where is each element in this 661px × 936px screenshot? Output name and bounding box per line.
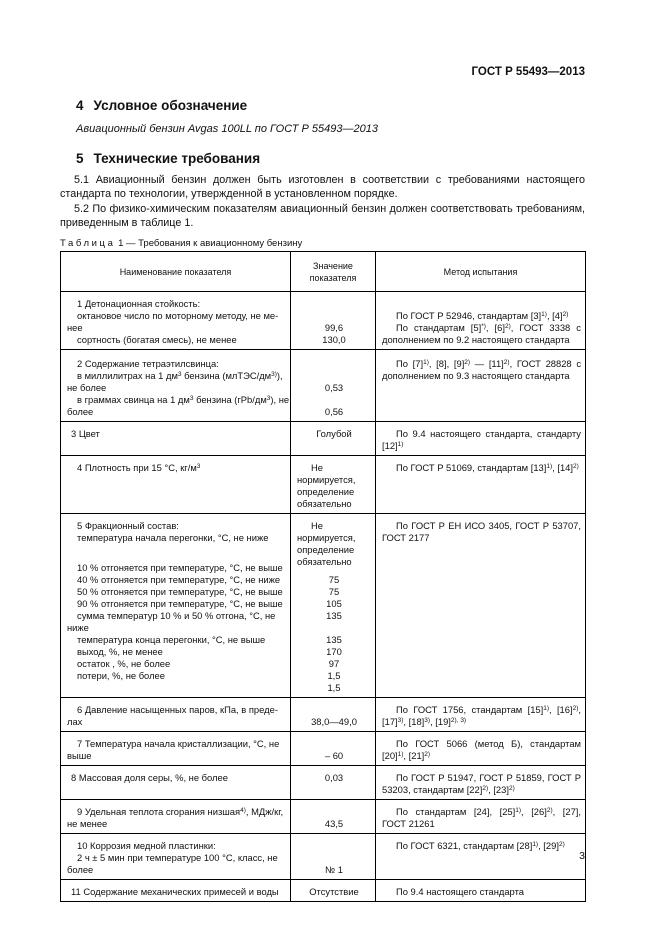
row2-value: 0,53 (324, 382, 344, 393)
row5-item-value: 75 (328, 586, 340, 597)
table-caption-prefix: Таблица (60, 238, 116, 249)
superscript: 3) (271, 371, 277, 378)
row8-method (382, 772, 581, 796)
row5-item-label: выход, %, не менее (77, 646, 163, 657)
footnote-ref: 2), 3) (450, 717, 467, 724)
row9-name-line (67, 806, 286, 818)
footnote-ref: 1) (397, 751, 404, 758)
footnote-ref: 1) (546, 463, 553, 470)
row3-method (382, 428, 581, 452)
row1-value: 99,6 (324, 322, 344, 333)
table-row (61, 834, 586, 880)
row2-name-part: бензина (млТЭС/дм (181, 370, 272, 381)
footnote-ref: 2) (572, 705, 579, 712)
row8-method-part: По ГОСТ Р 51947, ГОСТ Р 51859, ГОСТ Р 53203, стандартам [22] (382, 772, 581, 795)
document-id: ГОСТ Р 55493—2013 (471, 66, 585, 78)
section-5-number: 5 (76, 151, 84, 166)
row5-item-value: 97 (328, 658, 340, 669)
superscript: 3 (266, 395, 271, 402)
header-test-method: Метод испытания (376, 252, 586, 292)
row10-name-line: более (67, 864, 94, 875)
row5-method: По ГОСТ Р ЕН ИСО 3405, ГОСТ Р 53707, ГОСТ 2177 (382, 520, 581, 543)
row5-item-label: ниже (67, 622, 89, 633)
row4-name-part: 4 Плотность при 15 °С, кг/м (77, 462, 197, 473)
footnote-ref: 2) (558, 841, 565, 848)
section-5-title: Технические требования (93, 151, 261, 166)
row5-item-label: остаток , %, не более (77, 658, 171, 669)
row7-name-line: выше (67, 750, 92, 761)
row5-item-value: 135 (326, 610, 342, 621)
row3-name: 3 Цвет (71, 428, 100, 439)
table-header-row (61, 252, 586, 292)
row6-value: 38,0—49,0 (311, 716, 357, 727)
row6-method (382, 704, 581, 728)
page-number: 3 (579, 850, 585, 862)
row1-method-part: , [6] (485, 322, 505, 333)
table-row (61, 350, 586, 422)
row2-method-part: — [11] (470, 358, 504, 369)
row6-method-part: , [17] (382, 704, 581, 727)
paragraph-5-1: 5.1 Авиационный бензин должен быть изготовлен в соответствии с требованиями настоящего стандарта по технологии, утвержденной в установленном порядке. (60, 174, 585, 200)
table-caption (60, 238, 302, 249)
row5-item-label: 90 % отгоняется при температуре, °С, не выше (77, 598, 283, 609)
row2-method (382, 358, 581, 382)
row5-item-value: 75 (328, 574, 340, 585)
row2-value: 0,56 (324, 406, 344, 417)
row6-method-part: , [18] (403, 716, 425, 727)
row6-name-line: лах (67, 716, 83, 727)
footnote-ref: 3) (424, 717, 431, 724)
row5-item-label: 10 % отгоняется при температуре, °С, не выше (77, 562, 283, 573)
row4-name (67, 462, 286, 474)
row6-method-part: , [19] (430, 716, 451, 727)
row5-item-label: потери, %, не более (77, 670, 165, 681)
header-indicator-name: Наименование показателя (61, 252, 291, 292)
section-4-heading (76, 98, 247, 113)
row5-item-value: 170 (326, 646, 342, 657)
table-row (61, 456, 586, 514)
table-row (61, 514, 586, 698)
row5-item-value: 105 (326, 598, 342, 609)
row2-name-part: в граммах свинца на 1 дм (77, 394, 190, 405)
table-row (61, 732, 586, 766)
row2-name-line (67, 370, 286, 382)
row1-method-part: По стандартам [5] (396, 322, 482, 333)
row11-name: 11 Содержание механических примесей и воды (71, 886, 279, 897)
section-4-number: 4 (76, 98, 84, 113)
footnote-ref: 1) (397, 441, 404, 448)
table-row (61, 698, 586, 732)
row9-method (382, 806, 581, 830)
footnote-ref: 1) (515, 807, 522, 814)
row11-value: Отсутствие (309, 886, 359, 897)
header-indicator-value: Значение показателя (291, 252, 376, 292)
section-5-heading (76, 151, 260, 166)
footnote-ref: 1) (543, 705, 550, 712)
row9-value: 43,5 (324, 818, 344, 829)
row7-method-part: , [21] (403, 750, 425, 761)
footnote-ref: 2) (464, 359, 471, 366)
row6-method-part: По ГОСТ 1756, стандартам [15] (396, 704, 544, 715)
paragraph-5-2: 5.2 По физико-химическим показателям авиационный бензин должен соответствовать требованиям, приведенным в таблице 1. (60, 203, 585, 229)
row9-method-part: По стандартам [24], [25] (396, 806, 516, 817)
row5-item-label: сумма температур 10 % и 50 % отгона, °С, не (77, 610, 276, 621)
row10-method-part: По ГОСТ 6321, стандартам [28] (396, 840, 533, 851)
row10-name-line: 10 Коррозия медной пластинки: (77, 840, 216, 851)
row5-item-label: 50 % отгоняется при температуре, °С, не выше (77, 586, 283, 597)
row1-method (382, 310, 581, 322)
row1-method-part: , [4] (546, 310, 563, 321)
footnote-ref: 2) (504, 323, 511, 330)
row1-method-part: , ГОСТ 3338 с дополнением по 9.2 настоящего стандарта (382, 322, 581, 345)
footnote-ref: 2) (482, 785, 489, 792)
row2-name-part: ), (276, 370, 283, 381)
row2-name-part: в миллилитрах на 1 дм (77, 370, 178, 381)
row6-method-part: , [16] (549, 704, 573, 715)
row3-method-part: По 9.4 настоящего стандарта, стандарту [12] (382, 428, 581, 451)
superscript: 3 (189, 395, 194, 402)
row9-method-part: , [26] (521, 806, 547, 817)
footnote-ref: 2) (424, 751, 431, 758)
row7-value: – 60 (324, 750, 344, 761)
row1-name-line: нее (67, 322, 83, 333)
row8-name: 8 Массовая доля серы, %, не более (71, 772, 228, 783)
row2-method-part: По [7] (396, 358, 424, 369)
row9-name-line: не менее (67, 818, 108, 829)
row2-name-title: 2 Содержание тетраэтилсвинца: (77, 358, 219, 369)
row1-value: 130,0 (322, 334, 346, 345)
footnote-ref: 2) (562, 311, 569, 318)
row5-item-label: 40 % отгоняется при температуре, °С, не ниже (77, 574, 281, 585)
row4-method-part: По ГОСТ Р 51069, стандартам [13] (396, 462, 547, 473)
row2-method-part: , [8], [9] (428, 358, 465, 369)
row2-method-part: , ГОСТ 28828 с дополнением по 9.3 настоящего стандарта (382, 358, 582, 381)
section-4-title: Условное обозначение (93, 98, 248, 113)
row8-method-part: , [23] (488, 784, 509, 795)
footnote-ref: 2) (503, 359, 510, 366)
row1-name-line: октановое число по моторному методу, не ме- (77, 310, 279, 321)
row2-name-part: бензина (гPb/дм (193, 394, 267, 405)
footnote-ref: 3) (397, 717, 404, 724)
row8-value: 0,03 (324, 772, 344, 783)
row2-name-line (67, 394, 290, 406)
table-row (61, 422, 586, 456)
row9-method-part: , [27], ГОСТ 21261 (382, 806, 581, 829)
row10-method (382, 840, 581, 852)
row1-method-part: По ГОСТ Р 52946, стандартам [3] (396, 310, 542, 321)
row5-item-value: 1,5 (327, 670, 341, 681)
designation-example: Авиационный бензин Avgas 100LL по ГОСТ Р 55493—2013 (76, 123, 378, 135)
row7-method-part: По ГОСТ 5066 (метод Б), стандартам [20] (382, 738, 581, 761)
superscript: 3 (177, 371, 182, 378)
footnote-ref: 2) (546, 807, 553, 814)
table-caption-text: 1 — Требования к авиационному бензину (115, 238, 303, 249)
row4-method (382, 462, 581, 474)
row5-name-line: температура начала перегонки, °С, не ниже (77, 532, 269, 543)
row11-method: По 9.4 настоящего стандарта (396, 886, 524, 897)
row2-name-line: не более (67, 382, 107, 393)
row7-method (382, 738, 581, 762)
row5-name-line: 5 Фракционный состав: (77, 520, 179, 531)
row1-name-line: сортность (богатая смесь), не менее (77, 334, 237, 345)
table-row (61, 880, 586, 902)
footnote-ref: 2) (573, 463, 579, 470)
row2-name-line: более (67, 406, 94, 417)
row10-method-part: , [29] (538, 840, 559, 851)
row3-value: Голубой (316, 428, 352, 439)
superscript: 3 (196, 463, 201, 470)
row5-item-label: температура конца перегонки, °С, не выше (77, 634, 266, 645)
row1-method-2 (382, 322, 581, 346)
row7-name-line: 7 Температура начала кристаллизации, °С, не (77, 738, 280, 749)
table-row (61, 292, 586, 350)
row5-first-value: Не нормируется, определение обязательно (297, 520, 356, 567)
row5-item-value: 1,5 (327, 682, 341, 693)
row4-method-part: , [14] (552, 462, 574, 473)
footnote-ref: 1) (532, 841, 539, 848)
requirements-table (60, 251, 586, 902)
row9-name-part: 9 Удельная теплота сгорания низшая (77, 806, 241, 817)
footnote-ref: 1) (423, 359, 429, 366)
row4-value: Не нормируется, определение обязательно (297, 462, 356, 509)
row1-name-line: 1 Детонационная стойкость: (77, 298, 201, 309)
footnote-ref: 2) (508, 785, 515, 792)
footnote-ref: 1) (541, 311, 547, 318)
row9-name-part: , МДж/кг, (245, 806, 284, 817)
row2-name-part: ), не (270, 394, 290, 405)
row6-name-line: 6 Давление насыщенных паров, кПа, в преде- (77, 704, 278, 715)
row5-item-value: 135 (326, 634, 342, 645)
row10-value: № 1 (325, 864, 343, 875)
table-row (61, 800, 586, 834)
row10-name-line: 2 ч ± 5 мин при температуре 100 °С, класс, не (77, 852, 278, 863)
table-row (61, 766, 586, 800)
footnote-ref: *) (481, 323, 486, 330)
footnote-ref: 4) (240, 807, 246, 814)
